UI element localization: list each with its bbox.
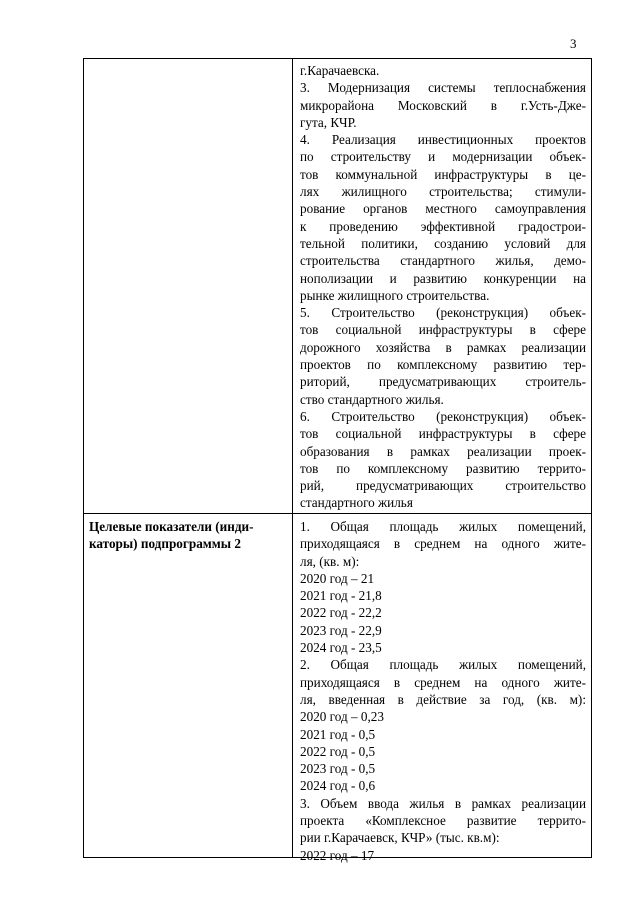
text-line: рование органов местного самоуправления — [300, 201, 586, 217]
text-line: проектов по комплексному развитию тер- — [300, 357, 586, 373]
indicator-line: ля, (кв. м): — [300, 553, 360, 569]
text-line: рий, предусматривающих строительство — [300, 478, 586, 494]
text-line: тов по комплексному развитию террито- — [300, 460, 586, 476]
text-line: тельной политики, созданию условий для — [300, 235, 586, 251]
indicator-line: 2022 год – 17 — [300, 847, 375, 863]
text-line: 5. Строительство (реконструкция) объек- — [300, 305, 586, 321]
target-indicators-label — [89, 518, 285, 553]
text-line: 4. Реализация инвестиционных проектов — [300, 132, 586, 148]
text-line: к проведению эффективной градострои- — [300, 218, 586, 234]
indicator-line: приходящаяся в среднем на одного жите- — [300, 674, 586, 690]
label-line: Целевые показатели (инди- — [89, 519, 254, 534]
text-line: рынке жилищного строительства. — [300, 287, 490, 303]
indicator-line: 2023 год - 22,9 — [300, 622, 382, 638]
indicator-line: приходящаяся в среднем на одного жите- — [300, 536, 586, 552]
text-line: дорожного хозяйства в рамках реализации — [300, 339, 586, 355]
indicator-line: 1. Общая площадь жилых помещений, — [300, 519, 586, 534]
text-line: гута, КЧР. — [300, 114, 357, 130]
text-line: лях жилищного строительства; стимули- — [300, 184, 586, 200]
indicator-line: 2022 год - 22,2 — [300, 605, 382, 621]
indicator-line: ля, введенная в действие за год, (кв. м): — [300, 691, 586, 707]
indicator-line: 2022 год - 0,5 — [300, 743, 376, 759]
indicator-line: 3. Объем ввода жилья в рамках реализации — [300, 795, 586, 811]
text-line: микрорайона Московский в г.Усть-Дже- — [300, 97, 586, 113]
column-divider — [292, 59, 293, 857]
row-divider — [84, 513, 591, 514]
text-line: ство стандартного жилья. — [300, 391, 444, 407]
indicator-line: 2021 год - 21,8 — [300, 588, 382, 604]
text-line: тов социальной инфраструктуры в сфере — [300, 426, 586, 442]
indicator-line: рии г.Карачаевск, КЧР» (тыс. кв.м): — [300, 830, 500, 846]
indicator-line: 2. Общая площадь жилых помещений, — [300, 657, 586, 673]
target-indicators-values — [300, 518, 586, 864]
text-line: нополизации и развитию конкуренции на — [300, 270, 586, 286]
program-table — [83, 58, 592, 863]
indicator-line: 2023 год - 0,5 — [300, 761, 376, 777]
text-line: строительства стандартного жилья, демо- — [300, 253, 586, 269]
text-line: стандартного жилья — [300, 495, 413, 511]
top-row-description — [300, 62, 586, 512]
indicator-line: 2024 год - 0,6 — [300, 778, 376, 794]
indicator-line: 2020 год – 21 — [300, 570, 375, 586]
text-line: г.Карачаевска. — [300, 63, 380, 78]
text-line: 3. Модернизация системы теплоснабжения — [300, 80, 586, 96]
indicator-line: проекта «Комплексное развитие террито- — [300, 813, 586, 829]
indicator-line: 2021 год - 0,5 — [300, 726, 376, 742]
text-line: риторий, предусматривающих строитель- — [300, 374, 586, 390]
text-line: тов коммунальной инфраструктуры в це- — [300, 166, 586, 182]
indicator-line: 2020 год – 0,23 — [300, 709, 384, 725]
text-line: 6. Строительство (реконструкция) объек- — [300, 408, 586, 424]
indicator-line: 2024 год - 23,5 — [300, 640, 382, 656]
text-line: по строительству и модернизации объек- — [300, 149, 586, 165]
text-line: тов социальной инфраструктуры в сфере — [300, 322, 586, 338]
page-number: 3 — [570, 36, 577, 51]
text-line: образования в рамках реализации проек- — [300, 443, 586, 459]
label-line: каторы) подпрограммы 2 — [89, 536, 241, 552]
